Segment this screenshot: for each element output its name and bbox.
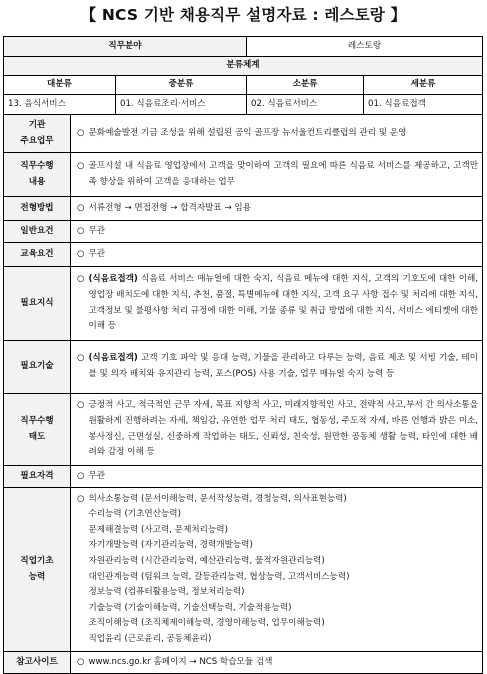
attitude-text: 긍정적 사고, 적극적인 근무 자세, 목표 지향적 사고, 미래지향적인 사고, 전략적 사고,부서 간 의사소통을 원활하게 진행하려는 자세, 책임감, 유연한 업무 처리 태도, 협동성, 주도적 자세, 바른 언행과 밝은 미소, 봉사정신, 근면성실, 신중하게 작업하는 태도, 신뢰성, 친숙성, 원만한 공동체 생활 능력, 타인에 대한 배려와 감정 이해 등 [88,400,479,458]
class-header-minor: 소분류 [247,76,364,95]
bullet-icon: ○ [77,656,85,667]
competency-item: 대인관계능력 (팀워크 능력, 갈등관리능력, 협상능력, 고객서비스능력) [88,571,350,582]
knowledge-label: 필요지식 [4,267,71,341]
skills-row [4,341,483,394]
class-value-major: 13. 음식서비스 [4,95,116,115]
qualification-cell [71,466,483,488]
bullet-icon: ○ [77,248,85,259]
skills-text: 고객 기호 파악 및 응대 능력, 기물을 관리하고 다루는 능력, 음료 제조 및 서빙 기술, 테이블 및 의자 배치와 유지관리 능력, 포스(POS) 사용 기술, 업무 매뉴얼 숙지 능력 등 [88,353,479,379]
class-header-detail: 세분류 [364,76,483,95]
competency-list [89,492,479,648]
class-value-minor: 02. 식음료서비스 [247,95,364,115]
org-duty-text: 문화예술발전 기금 조성을 위해 설립된 공익 골프장 뉴서울컨트리클럽의 관리 및 운영 [88,127,407,138]
general-req-label: 일반요건 [4,221,71,243]
job-content-row [4,153,483,197]
competency-item: 의사소통능력 (문서이해능력, 문서작성능력, 경청능력, 의사표현능력) [88,493,347,504]
hiring-process-text: 서류전형 → 면접전형 → 합격자발표 → 임용 [88,202,252,213]
classification-label: 분류체계 [4,57,483,76]
org-duty-label-text: 기관 주요업무 [20,119,54,146]
job-content-label-text: 직무수행 내용 [20,160,54,187]
job-content-label [4,153,71,197]
bullet-icon: ○ [77,225,85,236]
class-value-detail: 01. 식음료접객 [364,95,483,115]
competency-item: 자원관리능력 (시간관리능력, 예산관리능력, 물적자원관리능력) [88,555,325,566]
skills-prefix: (식음료접객) [88,353,138,364]
attitude-label [4,394,71,466]
job-field-row [4,37,483,57]
basic-competency-cell [71,488,483,652]
class-value-middle: 01. 식음료조리·서비스 [116,95,247,115]
education-req-label: 교육요건 [4,243,71,267]
job-content-text: 골프시설 내 식음료 영업장에서 고객을 맞이하여 고객의 필요에 따른 식음료 서비스를 제공하고, 고객만족 향상을 위하여 고객을 응대하는 업무 [88,160,479,187]
basic-competency-row [4,488,483,652]
competency-item: 수리능력 (기초연산능력) [88,509,181,520]
competency-item: 직업윤리 (근로윤리, 공동체윤리) [88,633,212,644]
document-title: 【 NCS 기반 채용직무 설명자료 : 레스토랑 】 [80,6,407,24]
education-req-cell [71,243,483,267]
qualification-label: 필요자격 [4,466,71,488]
skills-label: 필요기술 [4,341,71,394]
competency-item: 문제해결능력 (사고력, 문제처리능력) [88,524,228,535]
general-req-cell [71,221,483,243]
bullet-icon: ○ [77,493,85,504]
education-req-text: 무관 [88,248,106,259]
attitude-cell [71,394,483,466]
classification-title-row [4,57,483,76]
bullet-icon: ○ [77,202,85,213]
competency-item: 기술능력 (기술이해능력, 기술선택능력, 기술적용능력) [88,602,292,613]
attitude-label-text: 직무수행 태도 [20,415,54,442]
knowledge-text: 식음료 서비스 매뉴얼에 대한 숙지, 식음료 메뉴에 대한 지식, 고객의 기호도에 대한 이해, 영업장 배치도에 대한 지식, 추천, 품절, 특별메뉴에 대한 지식, 고객 요구 사항 접수 및 처리에 대한 지식, 고객정보 및 불평사항 처리 규정에 대한 이해, 기물 종류 및 취급 방법에 대한 지식, 서비스 에티켓에 대한 이해 등 [88,274,479,332]
competency-item: 자기개발능력 (자기관리능력, 경력개발능력) [88,540,253,551]
bullet-icon: ○ [77,127,85,138]
skills-text-block [89,351,479,382]
knowledge-prefix: (식음료접객) [88,274,138,285]
class-header-major: 대분류 [4,76,116,95]
job-field-label: 직무분야 [4,37,247,57]
bullet-icon: ○ [77,470,85,481]
bullet-icon: ○ [77,400,85,411]
classification-value-row [4,95,483,115]
competency-item: 정보능력 (컴퓨터활용능력, 정보처리능력) [88,587,245,598]
attitude-row [4,394,483,466]
bullet-icon: ○ [77,353,85,364]
bullet-icon: ○ [77,274,85,285]
job-content-cell [71,153,483,197]
org-duty-cell [71,115,483,153]
basic-competency-label [4,488,71,652]
education-req-row [4,243,483,267]
reference-site-link[interactable]: www.ncs.go.kr 홈페이지 → NCS 학습모듈 검색 [88,656,273,667]
qualification-text: 무관 [88,470,106,481]
competency-item: 조직이해능력 (조직체제이해능력, 경영이해능력, 업무이해능력) [88,618,325,629]
basic-competency-label-text: 직업기초 능력 [20,555,54,582]
hiring-process-label: 전형방법 [4,197,71,221]
org-duty-label [4,115,71,153]
reference-site-label: 참고사이트 [4,652,71,674]
classification-header-row [4,76,483,95]
hiring-process-row [4,197,483,221]
knowledge-text-block [89,272,479,334]
general-req-row [4,221,483,243]
knowledge-row [4,267,483,341]
knowledge-cell [71,267,483,341]
class-header-middle: 중분류 [116,76,247,95]
job-description-table [3,36,483,674]
job-field-value: 레스토랑 [247,37,483,57]
hiring-process-cell [71,197,483,221]
skills-cell [71,341,483,394]
qualification-row [4,466,483,488]
bullet-icon: ○ [77,160,85,171]
general-req-text: 무관 [88,225,106,236]
org-duty-row [4,115,483,153]
